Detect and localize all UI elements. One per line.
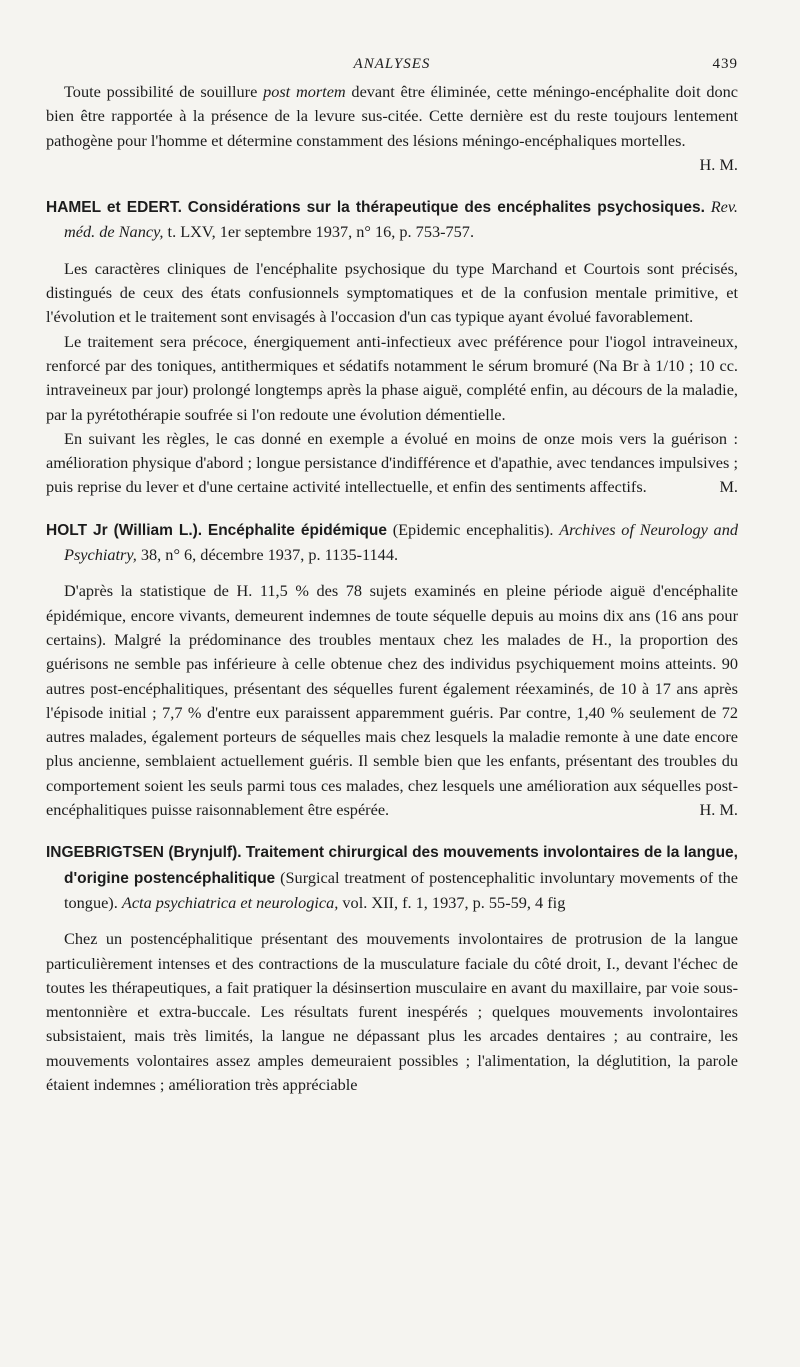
entry-citation: t. LXV, 1er septembre 1937, n° 16, p. 753-757. [167, 222, 475, 242]
running-head-title: ANALYSES [353, 56, 431, 72]
intro-paragraph [46, 80, 738, 174]
entry-paragraph [46, 427, 738, 500]
entry-journal: Acta psychiatrica et neurologica, [121, 892, 339, 912]
intro-italic: post mortem [263, 82, 346, 101]
page-number: 439 [712, 56, 738, 72]
entry-header [46, 518, 738, 568]
entry-paragraph: Chez un postencéphalitique présentant des mouvements involontaires de protrusion de la langue particulièrement intenses et des contractions de la musculature faciale du côté droit, I., devant l'échec de toutes les thérapeutiques, a fait pratiquer la désinsertion musculaire en avant du maxillaire, par voie sous-mentonnière et extra-buccale. Les résultats furent inespérés ; quelques mouvements involontaires subsistaient, mais très limités, la langue ne dépassant plus les arcades dentaires ; au contraire, les mouvements volontaires assez amples demeuraient possibles ; l'alimentation, la déglutition, la parole étaient indemnes ; amélioration très appréciable [46, 929, 738, 1094]
abstract-entry-hamel [46, 195, 738, 500]
abstract-entry-holt [46, 518, 738, 823]
entry-title: Considérations sur la thérapeutique des encéphalites psychosiques. [187, 199, 705, 217]
entry-subtitle: (Epidemic encephalitis). [392, 519, 554, 539]
entry-author: INGEBRIGTSEN (Brynjulf). [46, 844, 242, 862]
entry-header [46, 840, 738, 915]
intro-text-1: Toute possibilité de souillure [64, 82, 258, 101]
intro-text-2: devant être éliminée, cette méningo-encéphalite doit donc bien être rapportée à la présence de la levure sus-citée. Cette dernière est du reste toujours lentement pathogène pour l'homme et détermine constamment des lésions méningo-encéphaliques mortelles. [46, 82, 738, 150]
page-content [46, 56, 738, 1097]
entry-header [46, 195, 738, 245]
entry-paragraph [46, 579, 738, 822]
entry-title: Encéphalite épidémique [207, 521, 387, 539]
abstract-entry-ingebrigtsen [46, 840, 738, 1097]
running-head [46, 56, 738, 80]
entry-paragraph-text: En suivant les règles, le cas donné en exemple a évolué en moins de onze mois vers la guérison : amélioration physique d'abord ; longue persistance d'indifférence et d'apathie, avec tendances impulsives ; puis reprise du lever et d'une certaine activité intellectuelle, et enfin des sentiments affectifs. [46, 428, 738, 497]
entry-subtitle: (Surgical treatment of postencephalitic involuntary movements of the tongue). [64, 867, 738, 912]
signature: M. [719, 477, 738, 497]
entry-paragraph: Le traitement sera précoce, énergiquement anti-infectieux avec préférence pour l'iogol intraveineux, renforcé par des toniques, antithermiques et sédatifs notamment le sérum bromuré (Na Br à 1/10 ; 10 cc. intraveineux par jour) prolongé longtemps après la phase aiguë, complété enfin, au décours de la maladie, par la pyrétothérapie soufrée si l'on redoute une évolution démentielle. [46, 331, 738, 424]
signature: H. M. [699, 154, 738, 174]
entry-journal: Archives of Neurology and Psychiatry, [64, 519, 738, 565]
signature: H. M. [699, 800, 738, 820]
entry-journal: Rev. méd. de Nancy, [64, 197, 738, 242]
entry-paragraph: Les caractères cliniques de l'encéphalite psychosique du type Marchand et Courtois sont précisés, distingués de ceux des états confusionnels symptomatiques et de la confusion mentale primitive, et l'évolution et le traitement sont envisagés à l'occasion d'un cas typique ayant évolué favorablement. [46, 258, 738, 327]
entry-citation: vol. XII, f. 1, 1937, p. 55-59, 4 fig [342, 892, 566, 912]
entry-title: Traitement chirurgical des mouvements involontaires de la langue, d'origine postencéphalitique [64, 844, 738, 887]
entry-author: HAMEL et EDERT. [46, 199, 182, 217]
entry-author: HOLT Jr (William L.). [46, 521, 203, 539]
entry-citation: 38, n° 6, décembre 1937, p. 1135-1144. [140, 545, 399, 565]
entry-paragraph-text: D'après la statistique de H. 11,5 % des 78 sujets examinés en pleine période aiguë d'encéphalite épidémique, encore vivants, demeurent indemnes de toute séquelle depuis au moins dix ans (16 ans pour certains). Malgré la prédominance des troubles mentaux chez les malades de H., la proportion des guérisons ne semble pas inférieure à celle obtenue chez des individus psychiquement moins atteints. 90 autres post-encéphalitiques, présentant des séquelles furent également réexaminés, de 10 à 17 ans après l'épisode initial ; 7,7 % d'entre eux paraissent apparemment guéris. Par contre, 1,40 % seulement de 72 autres malades, également porteurs de séquelles mais chez lesquels la maladie remonte à une date encore plus ancienne, semblaient actuellement guéris. Il semble bien que les enfants, présentant des troubles du comportement soient les seuls parmi tous ces malades, chez lesquels une amélioration aux séquelles post-encéphalitiques puisse raisonnablement être espérée. [46, 581, 738, 820]
